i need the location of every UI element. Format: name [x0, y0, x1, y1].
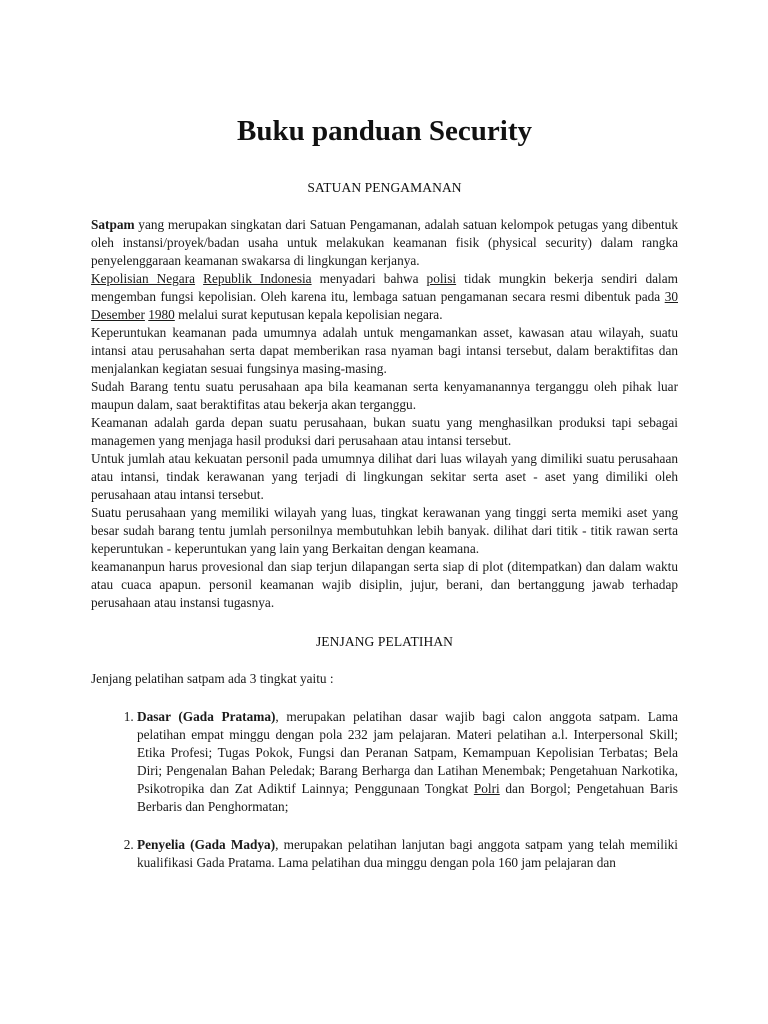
paragraph-text: tidak mungkin bekerja sendiri dalam mengemban fungsi kepolisian. Oleh karena itu, lembaga satuan pengamanan secara resmi dibentuk pada: [91, 271, 678, 304]
paragraph-jumlah-personil: Untuk jumlah atau kekuatan personil pada umumnya dilihat dari luas wilayah yang dimiliki suatu perusahaan atau intansi, tindak kerawanan yang terjadi di lingkungan sekitar serta aset - aset yang dimiliki oleh perusahaan atau intansi tersebut.: [91, 451, 678, 502]
list-item-text: , merupakan pelatihan lanjutan bagi anggota satpam yang telah memiliki kualifikasi Gada Pratama. Lama pelatihan dua minggu dengan pola 160 jam pelajaran dan: [137, 837, 678, 870]
term-satpam: Satpam: [91, 217, 135, 232]
section-heading-jenjang-pelatihan: JENJANG PELATIHAN: [315, 634, 454, 649]
paragraph-keperuntukan: Keperuntukan keamanan pada umumnya adalah untuk mengamankan asset, kawasan atau wilayah, suatu intansi atau perusahahan serta dapat memberikan rasa nyaman bagi intansi tersebut, dalam beraktifitas dan menjalankan kegiatan sesuai fungsinya masing-masing.: [91, 325, 678, 376]
link-polri[interactable]: Polri: [473, 781, 500, 796]
link-kepolisian-negara[interactable]: Kepolisian Negara: [91, 271, 196, 286]
paragraph-keamanan: Keamanan adalah garda depan suatu perusahaan, bukan suatu yang menghasilkan produksi tapi sebagai managemen yang menjaga hasil produksi dari perusahaan atau intansi tersebut.: [91, 415, 678, 448]
paragraph-perusahaan: Suatu perusahaan yang memiliki wilayah yang luas, tingkat kerawanan yang tinggi serta memiki aset yang besar sudah barang tentu jumlah personilnya membutuhkan lebih banyak. dilihat dari titik - titik rawan serta keperuntukan - keperuntukan yang lain yang Berkaitan dengan keamana.: [91, 505, 678, 556]
paragraph-text: melalui surat keputusan kepala kepolisian negara.: [174, 307, 443, 322]
list-item-penyelia: [137, 836, 678, 872]
section-body: [91, 216, 678, 612]
list-item-text: dan Borgol; Pengetahuan Baris Berbaris dan Penghormatan;: [137, 781, 678, 814]
paragraph-text: menyadari bahwa: [311, 271, 427, 286]
training-level-list: [91, 708, 678, 872]
paragraph-keamananpun: keamananpun harus provesional dan siap terjun dilapangan serta siap di plot (ditempatkan) dan dalam waktu atau cuaca apapun. personil keamanan wajib disiplin, jujur, berani, dan bertanggung jawab terhadap perusahaan atau instansi tugasnya.: [91, 559, 678, 610]
link-polisi[interactable]: polisi: [426, 271, 457, 286]
paragraph-text: yang merupakan singkatan dari Satuan Pengamanan, adalah satuan kelompok petugas yang dibentuk oleh instansi/proyek/badan usaha untuk melakukan keamanan fisik (physical security) dalam rangka penyelenggaraan keamanan swakarsa di lingkungan kerjanya.: [91, 217, 678, 268]
term-gada-madya: Penyelia (Gada Madya): [137, 837, 276, 852]
document-title: Buku panduan Security: [237, 115, 532, 147]
intro-text: Jenjang pelatihan satpam ada 3 tingkat yaitu :: [91, 671, 334, 686]
list-item-dasar: [137, 708, 678, 816]
list-item-text: , merupakan pelatihan dasar wajib bagi calon anggota satpam. Lama pelatihan empat minggu dengan pola 232 jam pelajaran. Materi pelatihan a.l. Interpersonal Skill; Etika Profesi; Tugas Pokok, Fungsi dan Peranan Satpam, Kemampuan Kepolisian Terbatas; Bela Diri; Pengenalan Bahan Peledak; Barang Berharga dan Latihan Menembak; Pengetahuan Narkotika, Psikotropika dan Zat Adiktif Lainnya; Penggunaan Tongkat: [137, 709, 678, 796]
paragraph-satpam: [91, 216, 678, 270]
term-gada-pratama: Dasar (Gada Pratama): [137, 709, 276, 724]
link-1980[interactable]: 1980: [148, 307, 175, 322]
paragraph-sudah-barang: Sudah Barang tentu suatu perusahaan apa bila keamanan serta kenyamanannya terganggu oleh pihak luar maupun dalam, saat beraktifitas atau bekerja akan terganggu.: [91, 379, 678, 412]
link-30-desember[interactable]: 30 Desember: [91, 289, 678, 322]
paragraph-kepolisian: [91, 270, 678, 324]
link-republik-indonesia[interactable]: Republik Indonesia: [203, 271, 312, 286]
section-heading-satuan-pengamanan: SATUAN PENGAMANAN: [307, 180, 462, 195]
